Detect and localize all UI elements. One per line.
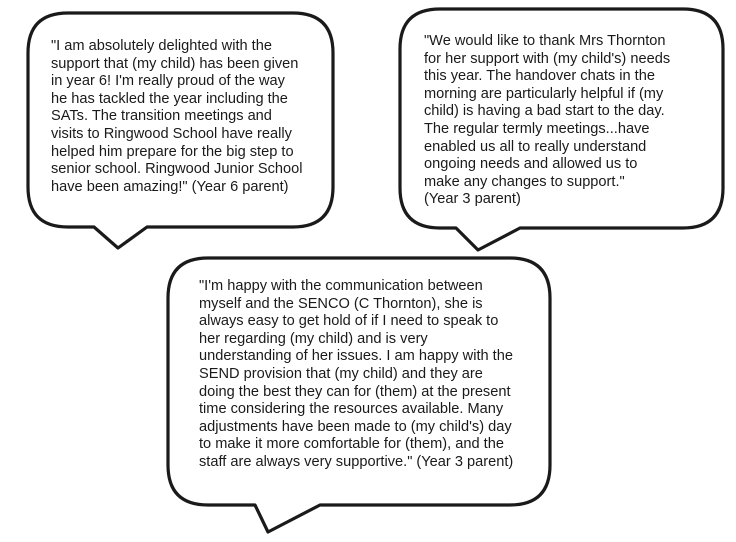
quote-line: support that (my child) has been given [51,55,299,72]
quote-line: her regarding (my child) and is very [199,330,428,347]
testimonial-quote-year3-b [199,278,513,472]
quote-line: this year. The handover chats in the [424,68,655,85]
quote-line: enabled us all to really understand [424,138,647,155]
quote-line: staff are always very supportive." (Year 3 parent) [199,453,514,470]
quote-line: adjustments have been made to (my child's) day [199,418,512,435]
quote-line: "I'm happy with the communication between [199,278,483,294]
quote-line: (Year 3 parent) [424,191,521,208]
quote-line: "I am absolutely delighted with the [51,38,272,54]
quote-line: he has tackled the year including the [51,90,288,107]
quote-line: The regular termly meetings...have [424,120,650,137]
quote-line: visits to Ringwood School have really [51,125,292,142]
quote-line: have been amazing!" (Year 6 parent) [51,178,289,195]
testimonial-quote-year6 [51,38,302,196]
quote-line: senior school. Ringwood Junior School [51,161,303,178]
quote-line: SEND provision that (my child) and they are [199,365,483,382]
quote-line: doing the best they can for (them) at the present [199,383,511,400]
quote-line: always easy to get hold of if I need to speak to [199,313,499,330]
quote-line: for her support with (my child's) needs [424,50,671,67]
quote-line: myself and the SENCO (C Thornton), she is [199,295,483,312]
quote-line: helped him prepare for the big step to [51,143,294,160]
quote-line: to make it more comfortable for (them), and the [199,436,504,453]
quote-line: in year 6! I'm really proud of the way [51,73,285,90]
quote-line: understanding of her issues. I am happy with the [199,348,513,365]
quote-line: make any changes to support." [424,173,625,190]
quote-line: SATs. The transition meetings and [51,108,272,125]
quote-line: ongoing needs and allowed us to [424,156,638,173]
quote-line: child) is having a bad start to the day. [424,103,665,120]
quote-line: morning are particularly helpful if (my [424,85,664,102]
testimonial-quote-year3-a [424,33,670,209]
quote-line: time considering the resources available. Many [199,401,504,418]
quote-line: "We would like to thank Mrs Thornton [424,33,666,49]
